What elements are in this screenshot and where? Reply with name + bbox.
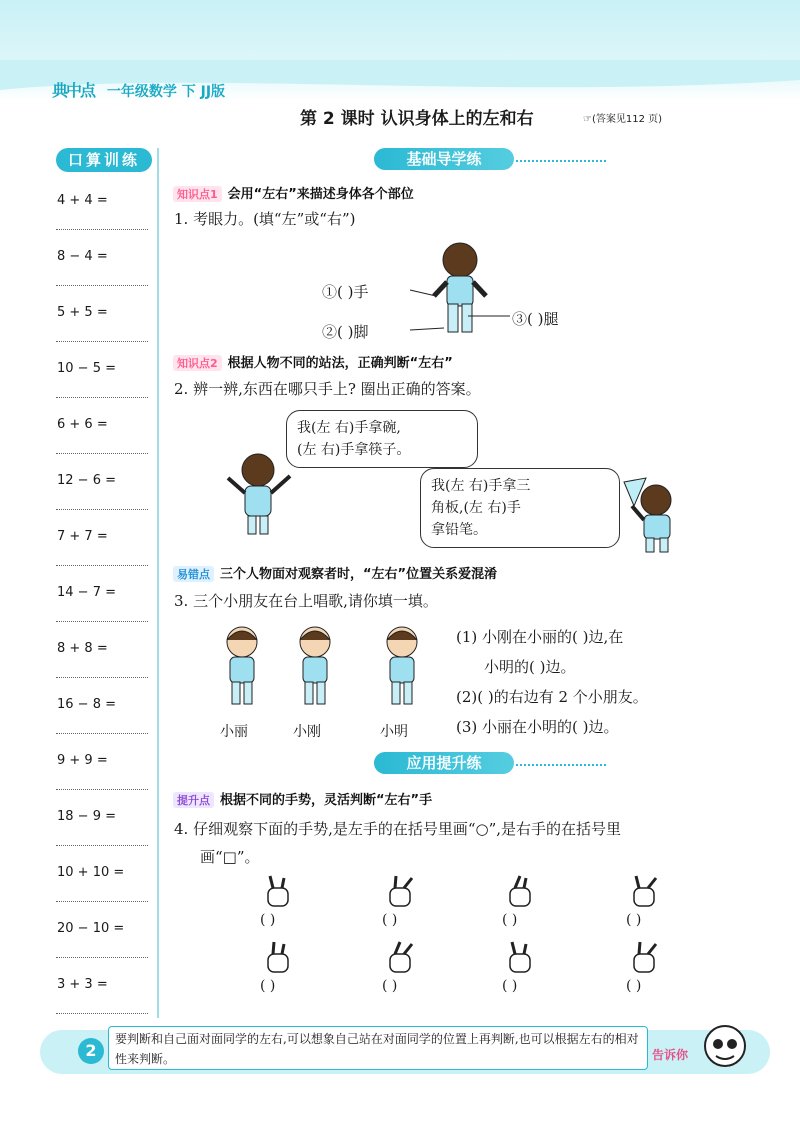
answer-paren[interactable]: ( ) (502, 912, 518, 928)
label-leg: ③( )腿 (512, 310, 559, 328)
answer-line[interactable] (56, 341, 148, 342)
answer-paren[interactable]: ( ) (502, 978, 518, 994)
knowledge-point-2 (173, 352, 453, 371)
drill-item: 8 + 8 = (57, 641, 108, 656)
answer-line[interactable] (56, 901, 148, 902)
question-1: 1. 考眼力。(填“左”或“右”) (174, 210, 356, 228)
answer-paren[interactable]: ( ) (626, 978, 642, 994)
kid-illustration (212, 622, 272, 712)
kp2-text: 根据人物不同的站法，正确判断“左右” (227, 356, 453, 371)
section-title-basic: 基础导学练 (374, 148, 514, 170)
bubble2-line1: 我(左 右)手拿三 (431, 478, 531, 494)
kid-name: 小丽 (220, 724, 248, 740)
drill-item: 6 + 6 = (57, 417, 108, 432)
question-2: 2. 辨一辨,东西在哪只手上? 圈出正确的答案。 (174, 380, 481, 398)
answer-line[interactable] (56, 1013, 148, 1014)
kp1-tag: 知识点1 (173, 186, 222, 202)
answer-line[interactable] (56, 677, 148, 678)
tip-point (173, 789, 432, 808)
drill-item: 14 − 7 = (57, 585, 116, 600)
sidebar-divider (157, 148, 159, 1018)
q3-part2: (2)( )的右边有 2 个小朋友。 (456, 688, 648, 706)
page-number: 2 (78, 1038, 104, 1064)
label-hand: ①( )手 (322, 283, 369, 301)
kid-illustration (372, 622, 432, 712)
label-foot: ②( )脚 (322, 323, 369, 341)
brand (52, 78, 225, 101)
lesson-title: 第 2 课时 认识身体上的左和右 (300, 109, 534, 129)
answer-line[interactable] (56, 957, 148, 958)
answer-paren[interactable]: ( ) (626, 912, 642, 928)
brand-text: 一年级数学 下 JJ版 (106, 84, 226, 100)
question-4-line1: 4. 仔细观察下面的手势,是左手的在括号里画“○”,是右手的在括号里 (174, 820, 622, 838)
drill-item: 5 + 5 = (57, 305, 108, 320)
hand-gesture-icon (258, 874, 298, 910)
drill-item: 12 − 6 = (57, 473, 116, 488)
question-3: 3. 三个小朋友在台上唱歌,请你填一填。 (174, 592, 438, 610)
sidebar-title: 口算训练 (56, 148, 152, 172)
girl-illustration (218, 448, 298, 538)
bubble1-line1: 我(左 右)手拿碗, (297, 420, 401, 436)
section-tail (516, 152, 606, 162)
hand-gesture-icon (380, 940, 420, 976)
speech-bubble-boy (420, 468, 620, 548)
mistake-text: 三个人物面对观察者时，“左右”位置关系爱混淆 (220, 567, 498, 582)
drill-item: 20 − 10 = (57, 921, 125, 936)
drill-item: 10 − 5 = (57, 361, 116, 376)
hand-gesture-icon (624, 874, 664, 910)
kp2-tag: 知识点2 (173, 355, 222, 371)
answer-line[interactable] (56, 397, 148, 398)
q3-part3: (3) 小丽在小明的( )边。 (456, 718, 619, 736)
section-tail-2 (516, 756, 606, 766)
kp1-text: 会用“左右”来描述身体各个部位 (227, 187, 414, 202)
mistake-tag: 易错点 (173, 566, 214, 582)
answer-paren[interactable]: ( ) (260, 912, 276, 928)
answer-reference: ☞(答案见112 页) (583, 114, 663, 125)
tell-you-label: 告诉你 (652, 1048, 689, 1062)
answer-line[interactable] (56, 509, 148, 510)
drill-item: 9 + 9 = (57, 753, 108, 768)
answer-line[interactable] (56, 565, 148, 566)
knowledge-point-1 (173, 183, 414, 202)
bubble2-line2: 角板,(左 右)手 (431, 500, 521, 516)
hand-gesture-icon (380, 874, 420, 910)
drill-item: 7 + 7 = (57, 529, 108, 544)
answer-paren[interactable]: ( ) (382, 912, 398, 928)
answer-line[interactable] (56, 845, 148, 846)
answer-line[interactable] (56, 453, 148, 454)
boy-with-ruler-illustration (616, 476, 696, 556)
question-4-line2: 画“□”。 (200, 848, 260, 866)
section-title-advanced: 应用提升练 (374, 752, 514, 774)
brand-logo: 典中点 (52, 81, 95, 100)
answer-line[interactable] (56, 733, 148, 734)
answer-line[interactable] (56, 229, 148, 230)
kid-name: 小明 (380, 724, 408, 740)
kid-name: 小刚 (293, 724, 321, 740)
answer-line[interactable] (56, 621, 148, 622)
q3-part1-line2: 小明的( )边。 (484, 658, 576, 676)
q3-part1-line1: (1) 小刚在小丽的( )边,在 (456, 628, 624, 646)
answer-line[interactable] (56, 789, 148, 790)
answer-paren[interactable]: ( ) (260, 978, 276, 994)
hand-gesture-icon (258, 940, 298, 976)
drill-item: 16 − 8 = (57, 697, 116, 712)
tip-text: 根据不同的手势，灵活判断“左右”手 (220, 793, 433, 808)
hand-gesture-icon (500, 940, 540, 976)
label-lines (400, 280, 520, 340)
answer-paren[interactable]: ( ) (382, 978, 398, 994)
hand-gesture-icon (500, 874, 540, 910)
mistake-point (173, 563, 497, 582)
drill-item: 8 − 4 = (57, 249, 108, 264)
bubble1-line2: (左 右)手拿筷子。 (297, 442, 411, 458)
drill-item: 18 − 9 = (57, 809, 116, 824)
hand-gesture-icon (624, 940, 664, 976)
bubble2-line3: 拿铅笔。 (431, 522, 487, 538)
kid-illustration (285, 622, 345, 712)
speech-bubble-girl (286, 410, 478, 468)
tip-tag: 提升点 (173, 792, 214, 808)
answer-line[interactable] (56, 285, 148, 286)
footer-tip: 要判断和自己面对面同学的左右,可以想象自己站在对面同学的位置上再判断,也可以根据左右的相对性来判断。 (108, 1026, 648, 1070)
drill-item: 10 + 10 = (57, 865, 125, 880)
mascot-illustration (700, 1022, 750, 1078)
drill-item: 4 + 4 = (57, 193, 108, 208)
drill-item: 3 + 3 = (57, 977, 108, 992)
